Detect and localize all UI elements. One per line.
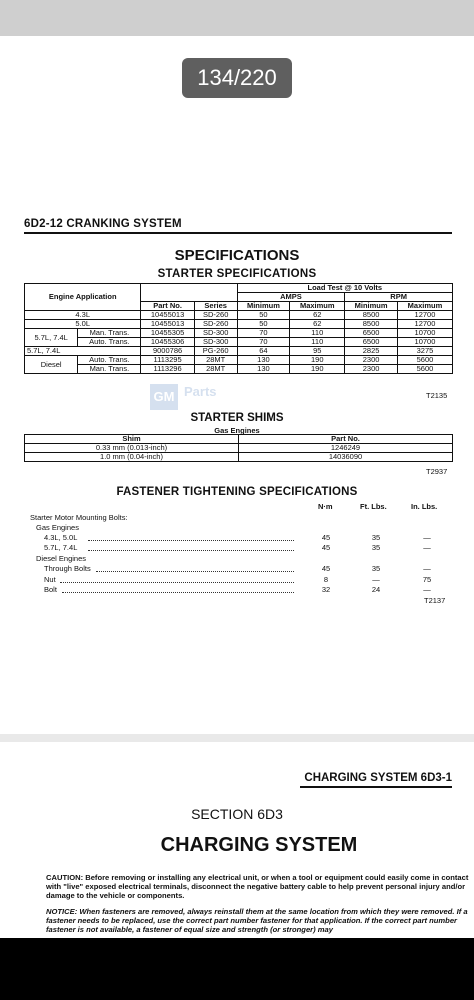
cell-rpm-min: 6500: [345, 329, 398, 338]
cell-amps-max: 62: [290, 320, 345, 329]
cell-amps-max: 110: [290, 329, 345, 338]
section-title: CHARGING SYSTEM: [160, 834, 358, 856]
fastener-title: FASTENER TIGHTENING SPECIFICATIONS: [116, 486, 358, 498]
cell-amps-max: 95: [290, 347, 345, 356]
cell-amps-min: 50: [237, 320, 290, 329]
fastener-mounting-label: Starter Motor Mounting Bolts:: [30, 513, 128, 522]
fastener-nm: 8: [323, 575, 329, 584]
page-header: CHARGING SYSTEM 6D3-1: [304, 772, 452, 784]
cell-amps-max: 62: [290, 311, 345, 320]
col-amps-max: Maximum: [290, 302, 345, 311]
specifications-title: SPECIFICATIONS: [174, 247, 300, 264]
cell-part: 10455305: [141, 329, 194, 338]
fastener-in: —: [423, 533, 431, 542]
col-amps: AMPS: [237, 293, 345, 302]
cell-rpm-min: 8500: [345, 311, 398, 320]
cell-rpm-max: 10700: [397, 329, 452, 338]
col-engine-application: Engine Application: [25, 284, 141, 311]
page-indicator: 134/220: [182, 58, 292, 98]
table-row: [25, 356, 453, 365]
cell-rpm-min: 2300: [345, 365, 398, 374]
fastener-nm: 32: [321, 585, 331, 594]
cell-amps-min: 64: [237, 347, 290, 356]
cell-shim: 0.33 mm (0.013-inch): [25, 444, 239, 453]
fastener-in: 75: [422, 575, 432, 584]
viewer-bottom-bar: [0, 938, 474, 1000]
col-in-lbs: In. Lbs.: [411, 502, 438, 511]
cell-rpm-max: 12700: [397, 311, 452, 320]
col-amps-min: Minimum: [237, 302, 290, 311]
cell-rpm-min: 2825: [345, 347, 398, 356]
fastener-ft: 35: [371, 564, 381, 573]
fastener-line-label: 4.3L, 5.0L: [44, 533, 78, 542]
col-ft-lbs: Ft. Lbs.: [360, 502, 387, 511]
header-rule: [300, 786, 452, 788]
viewer-top-bar: [0, 0, 474, 36]
cell-amps-min: 130: [237, 365, 290, 374]
fastener-ft: 35: [371, 533, 381, 542]
col-rpm: RPM: [345, 293, 453, 302]
cell-part: 10455306: [141, 338, 194, 347]
cell-trans: Man. Trans.: [78, 329, 141, 338]
gm-logo-icon: GM: [150, 384, 178, 410]
fastener-in: —: [423, 543, 431, 552]
cell-amps-min: 70: [237, 338, 290, 347]
notice-paragraph: NOTICE: When fasteners are removed, always reinstall them at the same location from which they were removed. If a fastener needs to be replaced, use the correct part number fastener for that application. If the correct part number fastener is not available, a fastener of equal size and strength (or stronger) may: [46, 907, 468, 934]
leader-dots: [96, 571, 294, 572]
starter-specifications-title: STARTER SPECIFICATIONS: [157, 268, 317, 280]
cell-rpm-max: 3275: [397, 347, 452, 356]
cell-trans: Man. Trans.: [78, 365, 141, 374]
cell-amps-min: 130: [237, 356, 290, 365]
cell-series: SD-260: [194, 320, 237, 329]
empty-header: [141, 284, 237, 302]
table-code: T2135: [426, 391, 448, 400]
cell-amps-max: 190: [290, 365, 345, 374]
fastener-ft: 24: [371, 585, 381, 594]
fastener-diesel-label: Diesel Engines: [36, 554, 87, 563]
cell-rpm-max: 5600: [397, 365, 452, 374]
table-code: T2937: [426, 467, 448, 476]
cell-rpm-min: 6500: [345, 338, 398, 347]
cell-amps-max: 110: [290, 338, 345, 347]
cell-engine: 5.0L: [25, 320, 141, 329]
cell-part: 1113295: [141, 356, 194, 365]
cell-part: 1113296: [141, 365, 194, 374]
cell-rpm-min: 8500: [345, 320, 398, 329]
table-row: [25, 320, 453, 329]
watermark-text: Parts: [184, 384, 217, 399]
cell-rpm-min: 2300: [345, 356, 398, 365]
table-row: [25, 453, 453, 462]
cell-engine: 5.7L, 7.4L: [25, 347, 141, 356]
page-separator: [0, 734, 474, 742]
cell-shim: 1.0 mm (0.04-inch): [25, 453, 239, 462]
cell-part: 1246249: [239, 444, 453, 453]
starter-shims-table: [24, 434, 453, 462]
cell-trans: Auto. Trans.: [78, 356, 141, 365]
cell-engine: 4.3L: [25, 311, 141, 320]
page-header: 6D2-12 CRANKING SYSTEM: [24, 218, 182, 230]
fastener-ft: 35: [371, 543, 381, 552]
leader-dots: [62, 592, 294, 593]
cell-part: 14036090: [239, 453, 453, 462]
fastener-ft: —: [372, 575, 380, 584]
starter-shims-title: STARTER SHIMS: [190, 412, 284, 424]
starter-specifications-table: [24, 283, 453, 374]
cell-trans: Auto. Trans.: [78, 338, 141, 347]
cell-part: 10455013: [141, 311, 194, 320]
caution-paragraph: CAUTION: Before removing or installing any electrical unit, or when a tool or equipment could easily come in contact with "live" exposed electrical terminals, disconnect the negative battery cable to help prevent personal injury and/or damage to the vehicle or components.: [46, 873, 469, 900]
fastener-line-label: 5.7L, 7.4L: [44, 543, 78, 552]
fastener-nm: 45: [321, 543, 331, 552]
header-rule: [24, 232, 452, 234]
fastener-gas-label: Gas Engines: [36, 523, 79, 532]
cell-series: 28MT: [194, 365, 237, 374]
cell-engine: Diesel: [25, 356, 78, 374]
starter-shims-subtitle: Gas Engines: [214, 426, 260, 435]
section-label: SECTION 6D3: [191, 806, 283, 822]
cell-series: SD-300: [194, 338, 237, 347]
cell-part: 9000786: [141, 347, 194, 356]
table-row: [25, 444, 453, 453]
col-part-no: Part No.: [141, 302, 194, 311]
col-rpm-max: Maximum: [397, 302, 452, 311]
fastener-line-label: Through Bolts: [44, 564, 91, 573]
cell-amps-max: 190: [290, 356, 345, 365]
cell-part: 10455013: [141, 320, 194, 329]
table-code: T2137: [424, 596, 446, 605]
cell-amps-min: 50: [237, 311, 290, 320]
table-row: [25, 365, 453, 374]
col-shim: Shim: [25, 435, 239, 444]
fastener-line-label: Bolt: [44, 585, 57, 594]
col-part-no: Part No.: [239, 435, 453, 444]
cell-series: SD-260: [194, 311, 237, 320]
cell-amps-min: 70: [237, 329, 290, 338]
fastener-in: —: [423, 585, 431, 594]
fastener-line-label: Nut: [44, 575, 56, 584]
cell-rpm-max: 10700: [397, 338, 452, 347]
cell-rpm-max: 5600: [397, 356, 452, 365]
cell-series: PG-260: [194, 347, 237, 356]
cell-rpm-max: 12700: [397, 320, 452, 329]
cell-engine: 5.7L, 7.4L: [25, 329, 78, 347]
col-load-test: Load Test @ 10 Volts: [237, 284, 452, 293]
fastener-in: —: [423, 564, 431, 573]
leader-dots: [88, 540, 294, 541]
cell-series: 28MT: [194, 356, 237, 365]
fastener-nm: 45: [321, 533, 331, 542]
leader-dots: [88, 550, 294, 551]
table-row: [25, 338, 453, 347]
cell-series: SD-300: [194, 329, 237, 338]
col-nm: N·m: [318, 502, 333, 511]
col-rpm-min: Minimum: [345, 302, 398, 311]
col-series: Series: [194, 302, 237, 311]
fastener-nm: 45: [321, 564, 331, 573]
leader-dots: [60, 582, 294, 583]
